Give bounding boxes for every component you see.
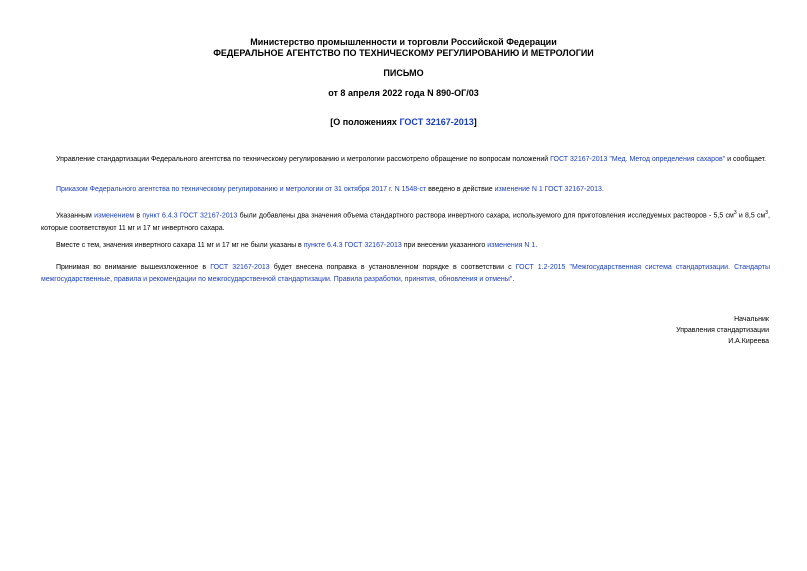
p1-text-1: Управление стандартизации Федерального агентства по техническому регулированию и метрологии рассмотрело обращение по вопросам положений (56, 156, 551, 163)
p3-text-2: в (134, 212, 143, 220)
signature-department: Управления стандартизации (676, 327, 769, 334)
document-subject (0, 117, 807, 128)
p4-clause-link[interactable]: пункте 6.4.3 ГОСТ 32167-2013 (303, 242, 402, 249)
p3-text-4: и 8,5 см (736, 212, 766, 220)
p3-superscript-2: 3 (765, 210, 769, 216)
p4-amendment-link[interactable]: изменения N 1 (487, 242, 536, 249)
p3-amendment-link[interactable]: изменением (94, 212, 135, 220)
signature-name: И.А.Киреева (728, 338, 769, 345)
p4-text-1: Вместе с тем, значения инвертного сахара 11 мг и 17 мг не были указаны в (56, 242, 304, 249)
p3-superscript-1: 3 (733, 210, 737, 216)
p1-text-2: и сообщает. (725, 156, 767, 163)
paragraph-1 (41, 154, 770, 166)
paragraph-3 (41, 207, 770, 235)
p3-clause-link[interactable]: пункт 6.4.3 ГОСТ 32167-2013 (142, 212, 238, 220)
subject-prefix: [О положениях (330, 117, 400, 127)
p5-text-3: . (512, 276, 515, 283)
document-type: ПИСЬМО (383, 68, 424, 78)
p3-text-3: были добавлены два значения объема стандартного раствора инвертного сахара, используемого для приготовления исследуемых растворов - 5,5 см (237, 212, 734, 220)
paragraph-5 (41, 262, 770, 286)
p5-gost-1-2-link[interactable]: ГОСТ 1.2-2015 "Межгосударственная система стандартизации. Стандарты межгосударственные, правила и рекомендации по межгосударственной стандартизации. Правила разработки, принятия, обновления и отмены" (41, 264, 771, 283)
p5-text-2: будет внесена поправка в установленном порядке в соответствии с (269, 264, 516, 271)
p5-gost-link[interactable]: ГОСТ 32167-2013 (210, 264, 270, 271)
paragraph-2 (41, 184, 770, 196)
signature-title: Начальник (734, 316, 769, 323)
p2-amendment-link[interactable]: изменение N 1 ГОСТ 32167-2013 (494, 186, 602, 193)
agency-name: ФЕДЕРАЛЬНОЕ АГЕНТСТВО ПО ТЕХНИЧЕСКОМУ РЕГУЛИРОВАНИЮ И МЕТРОЛОГИИ (213, 48, 594, 58)
subject-gost-link[interactable]: ГОСТ 32167-2013 (399, 117, 474, 127)
p2-text-2: . (601, 186, 604, 193)
p4-text-3: . (535, 242, 538, 249)
p5-text-1: Принимая во внимание вышеизложенное в (56, 264, 211, 271)
ministry-name: Министерство промышленности и торговли Российской Федерации (250, 37, 557, 47)
p2-order-link[interactable]: Приказом Федерального агентства по техническому регулированию и метрологии от 31 октября 2017 г. N 1548-ст (56, 186, 427, 193)
p4-text-2: при внесении указанного (401, 242, 488, 249)
p3-text-1: Указанным (56, 212, 95, 220)
p2-text-1: введено в действие (426, 186, 495, 193)
p1-gost-link[interactable]: ГОСТ 32167-2013 "Мед. Метод определения сахаров" (550, 156, 726, 163)
document-date-number: от 8 апреля 2022 года N 890-ОГ/03 (328, 88, 479, 98)
p3-text-5: , которые соответствуют 11 мг и 17 мг инвертного сахара. (41, 212, 770, 233)
subject-suffix: ] (473, 117, 477, 127)
paragraph-4 (41, 240, 770, 252)
